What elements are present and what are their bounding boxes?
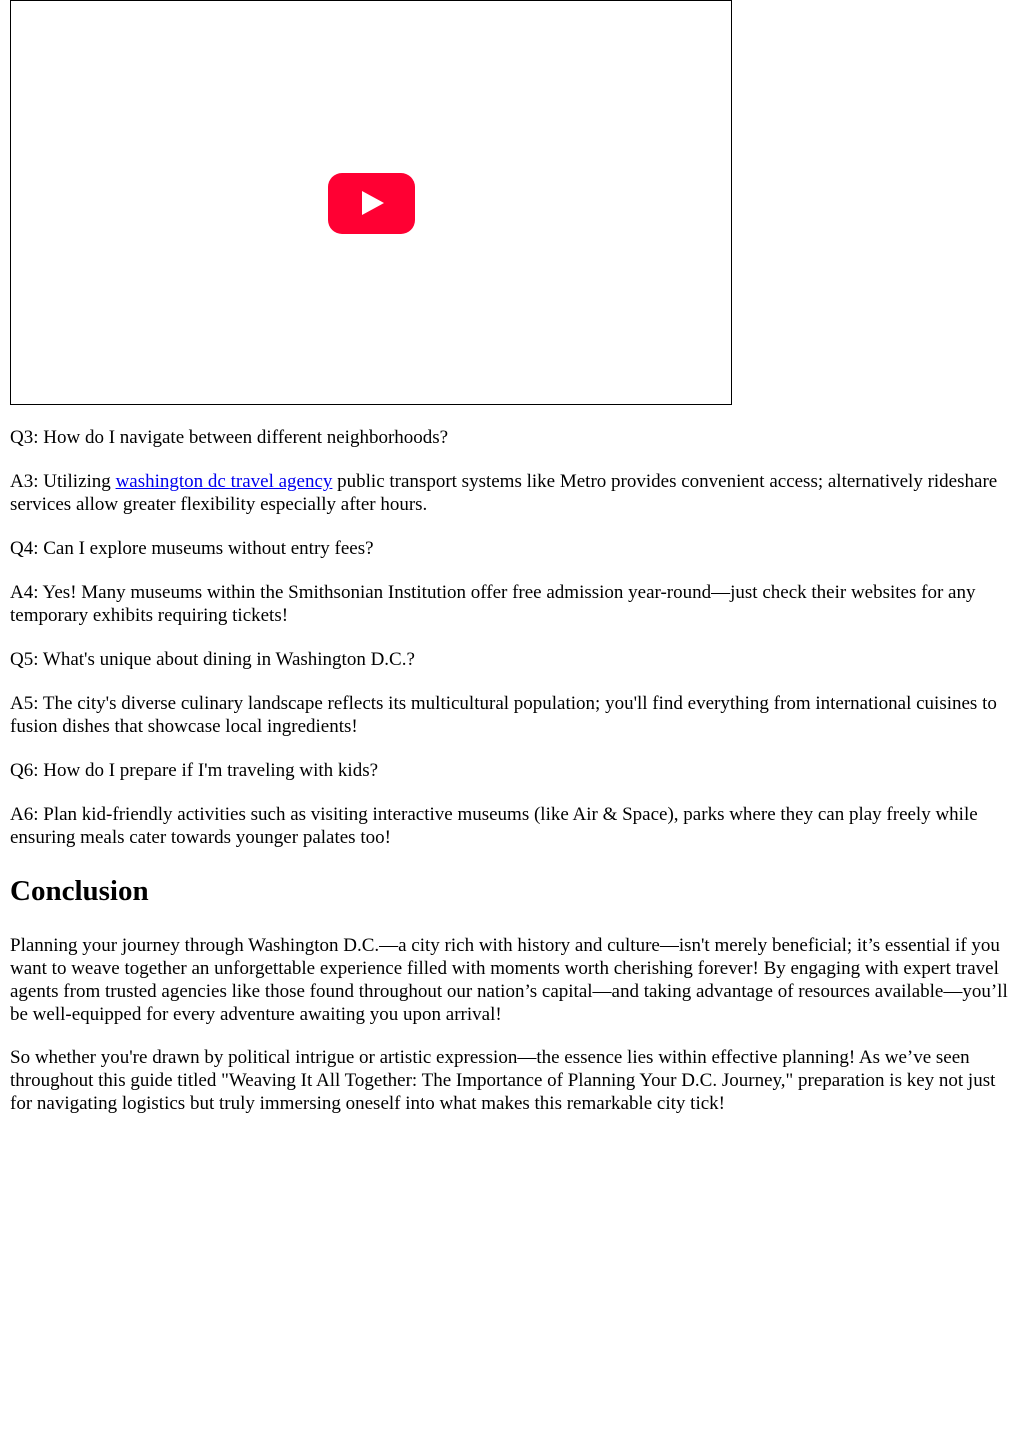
faq-answer-6: A6: Plan kid-friendly activities such as visiting interactive museums (like Air & Space), parks where they can play freely while ensuring meals cater towards younger palates too! [10,804,978,848]
faq-question-6: Q6: How do I prepare if I'm traveling with kids? [10,760,379,781]
faq-answer-3-prefix: A3: Utilizing [10,471,116,492]
faq-answer-3-suffix: public transport systems like Metro provides convenient access; alternatively rideshare services allow greater flexibility especially after hours. [10,471,998,515]
faq-answer-4: A4: Yes! Many museums within the Smithsonian Institution offer free admission year-round—just check their websites for any temporary exhibits requiring tickets! [10,582,976,626]
video-embed[interactable] [10,0,732,405]
conclusion-paragraph-1: Planning your journey through Washington D.C.—a city rich with history and culture—isn't merely beneficial; it’s essential if you want to weave together an unforgettable experience filled with moments worth cherishing forever! By engaging with expert travel agents from trusted agencies like those found throughout our nation’s capital—and taking advantage of resources available—you’ll be well-equipped for every adventure awaiting you upon arrival! [10,935,1008,1025]
faq-question-4: Q4: Can I explore museums without entry fees? [10,538,374,559]
faq-question-3: Q3: How do I navigate between different neighborhoods? [10,427,449,448]
conclusion-paragraph-2: So whether you're drawn by political intrigue or artistic expression—the essence lies within effective planning! As we’ve seen throughout this guide titled "Weaving It All Together: The Importance of Planning Your D.C. Journey," preparation is key not just for navigating logistics but truly immersing oneself into what makes this remarkable city tick! [10,1047,996,1114]
conclusion-heading: Conclusion [10,875,149,907]
faq-answer-5: A5: The city's diverse culinary landscape reflects its multicultural population; you'll find everything from international cuisines to fusion dishes that showcase local ingredients! [10,693,997,737]
travel-agency-link[interactable]: washington dc travel agency [115,471,333,492]
play-triangle-icon [362,191,384,215]
youtube-play-icon[interactable] [328,173,415,234]
faq-answer-3 [10,470,1014,516]
faq-question-5: Q5: What's unique about dining in Washington D.C.? [10,649,415,670]
